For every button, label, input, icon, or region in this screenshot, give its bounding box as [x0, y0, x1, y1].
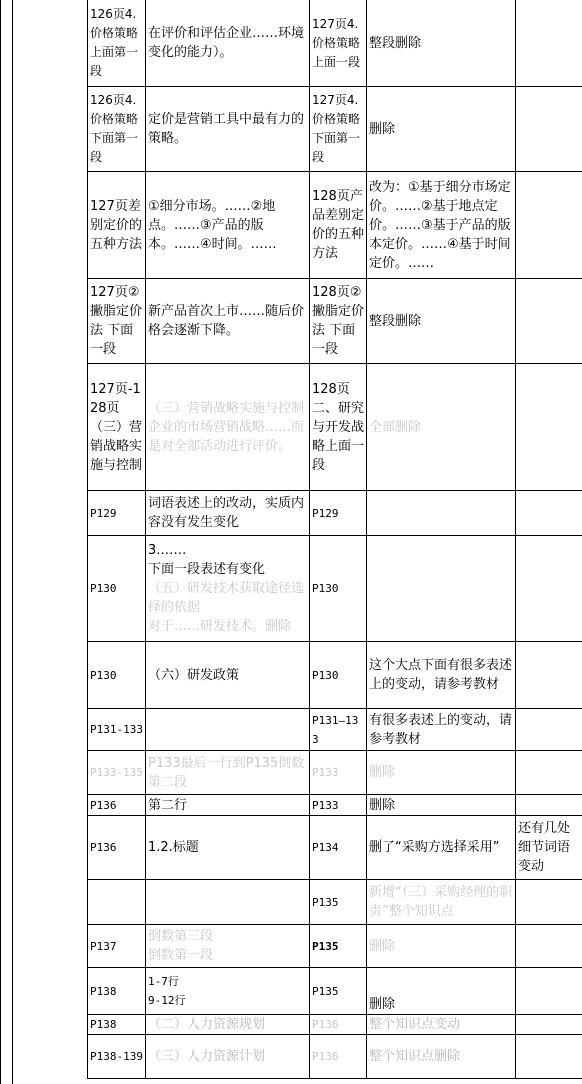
new-page-cell: 128页产品差别定价的五种方法 [310, 172, 367, 279]
content-line: 对于……研发技术。删除 [148, 619, 292, 634]
change-cell: 整段删除 [367, 0, 516, 87]
content-cell: P133最后一行到P135倒数第二段 [146, 751, 310, 795]
note-cell [516, 751, 582, 795]
table-row [88, 795, 582, 816]
note-cell [516, 642, 582, 709]
page-left-border [0, 0, 1, 1084]
change-cell: 整个知识点删除 [367, 1035, 516, 1079]
note-cell [516, 279, 582, 364]
old-page-cell: P138 [88, 1015, 146, 1035]
new-page-cell: 128页二、研究与开发战略上面一段 [310, 364, 367, 491]
change-cell: 改为：①基于细分市场定价。……②基于地点定价。……③基于产品的版本定价。……④基于时间定价。…… [367, 172, 516, 279]
content-cell [146, 925, 310, 968]
old-page-cell: 126页4.价格策略 上面第一段 [88, 0, 146, 87]
note-cell [516, 709, 582, 751]
old-page-cell: P133-135 [88, 751, 146, 795]
content-line: 下面一段表述有变化 [148, 562, 266, 577]
content-line: 倒数第三段 [148, 929, 214, 944]
old-page-cell: 126页4.价格策略 下面第一段 [88, 87, 146, 172]
table-row [88, 1015, 582, 1035]
old-page-cell: 127页②撇脂定价法 下面一段 [88, 279, 146, 364]
note-cell [516, 491, 582, 536]
note-cell: 还有几处细节词语变动 [516, 816, 582, 880]
content-line: 1-7行 [148, 975, 179, 988]
table-row [88, 709, 582, 751]
change-cell: 删除 [367, 87, 516, 172]
new-page-cell: P129 [310, 491, 367, 536]
table-row [88, 880, 582, 925]
new-page-cell: P135 [310, 968, 367, 1015]
table-row [88, 491, 582, 536]
change-cell: 新增“（三）采购经理的职责”整个知识点 [367, 880, 516, 925]
note-cell [516, 364, 582, 491]
table-row [88, 0, 582, 87]
note-cell [516, 87, 582, 172]
page-margin-line [12, 0, 13, 1084]
change-cell: 整段删除 [367, 279, 516, 364]
revision-table [87, 0, 582, 1079]
old-page-cell: P138 [88, 968, 146, 1015]
change-cell [367, 536, 516, 642]
old-page-cell: P136 [88, 795, 146, 816]
table-row [88, 364, 582, 491]
change-cell: 删除 [367, 968, 516, 1015]
content-cell [146, 968, 310, 1015]
table-row [88, 172, 582, 279]
change-cell: 全部删除 [367, 364, 516, 491]
content-cell: （三）营销战略实施与控制 企业的市场营销战略……而是对全部活动进行评价。 [146, 364, 310, 491]
content-cell: 新产品首次上市……随后价格会逐渐下降。 [146, 279, 310, 364]
change-cell: 整个知识点变动 [367, 1015, 516, 1035]
new-page-cell: P135 [310, 880, 367, 925]
table-row [88, 816, 582, 880]
old-page-cell: P138-139 [88, 1035, 146, 1079]
content-cell [146, 536, 310, 642]
note-cell [516, 968, 582, 1015]
note-cell [516, 0, 582, 87]
content-cell [146, 880, 310, 925]
new-page-cell: P131—133 [310, 709, 367, 751]
content-line: （五）研发技术获取途径选择的依据 [148, 581, 305, 615]
old-page-cell: P130 [88, 536, 146, 642]
content-cell: （三）人力资源计划 [146, 1035, 310, 1079]
new-page-cell: 128页②撇脂定价法 下面一段 [310, 279, 367, 364]
content-cell [146, 709, 310, 751]
change-cell: 删除 [367, 751, 516, 795]
content-line: 倒数第一段 [148, 948, 214, 963]
table-row [88, 968, 582, 1015]
new-page-cell: P136 [310, 1035, 367, 1079]
old-page-cell: 127页-128页（三）营销战略实施与控制 [88, 364, 146, 491]
old-page-cell: 127页差别定价的五种方法 [88, 172, 146, 279]
content-cell: （六）研发政策 [146, 642, 310, 709]
note-cell [516, 925, 582, 968]
note-cell [516, 880, 582, 925]
content-cell: 定价是营销工具中最有力的策略。 [146, 87, 310, 172]
change-cell: 这个大点下面有很多表述上的变动，请参考教材 [367, 642, 516, 709]
content-line: 9-12行 [148, 994, 186, 1007]
table-row [88, 536, 582, 642]
content-cell: 1.2.标题 [146, 816, 310, 880]
content-cell: 在评价和评估企业……环境变化的能力）。 [146, 0, 310, 87]
note-cell [516, 1035, 582, 1079]
old-page-cell: P129 [88, 491, 146, 536]
note-cell [516, 795, 582, 816]
new-page-cell: P130 [310, 642, 367, 709]
note-cell [516, 536, 582, 642]
table-row [88, 925, 582, 968]
change-cell: 删除 [367, 925, 516, 968]
content-line: 3.…… [148, 543, 187, 558]
table-row [88, 87, 582, 172]
change-cell: 有很多表述上的变动，请参考教材 [367, 709, 516, 751]
table-row [88, 642, 582, 709]
content-cell: 词语表述上的改动，实质内容没有发生变化 [146, 491, 310, 536]
new-page-cell: P135 [310, 925, 367, 968]
old-page-cell: P137 [88, 925, 146, 968]
content-cell: ①细分市场。……②地点。……③产品的版本。……④时间。…… [146, 172, 310, 279]
table-row [88, 279, 582, 364]
new-page-cell: P133 [310, 795, 367, 816]
new-page-cell: P130 [310, 536, 367, 642]
old-page-cell [88, 880, 146, 925]
new-page-cell: 127页4.价格策略 上面一段 [310, 0, 367, 87]
note-cell [516, 1015, 582, 1035]
old-page-cell: P136 [88, 816, 146, 880]
content-cell: （二）人力资源规划 [146, 1015, 310, 1035]
new-page-cell: 127页4.价格策略 下面第一段 [310, 87, 367, 172]
new-page-cell: P134 [310, 816, 367, 880]
note-cell [516, 172, 582, 279]
old-page-cell: P131-133 [88, 709, 146, 751]
new-page-cell: P133 [310, 751, 367, 795]
table-row [88, 751, 582, 795]
change-cell: 删了“采购方选择采用” [367, 816, 516, 880]
change-cell [367, 491, 516, 536]
change-cell: 删除 [367, 795, 516, 816]
table-row [88, 1035, 582, 1079]
old-page-cell: P130 [88, 642, 146, 709]
new-page-cell: P136 [310, 1015, 367, 1035]
content-cell: 第二行 [146, 795, 310, 816]
